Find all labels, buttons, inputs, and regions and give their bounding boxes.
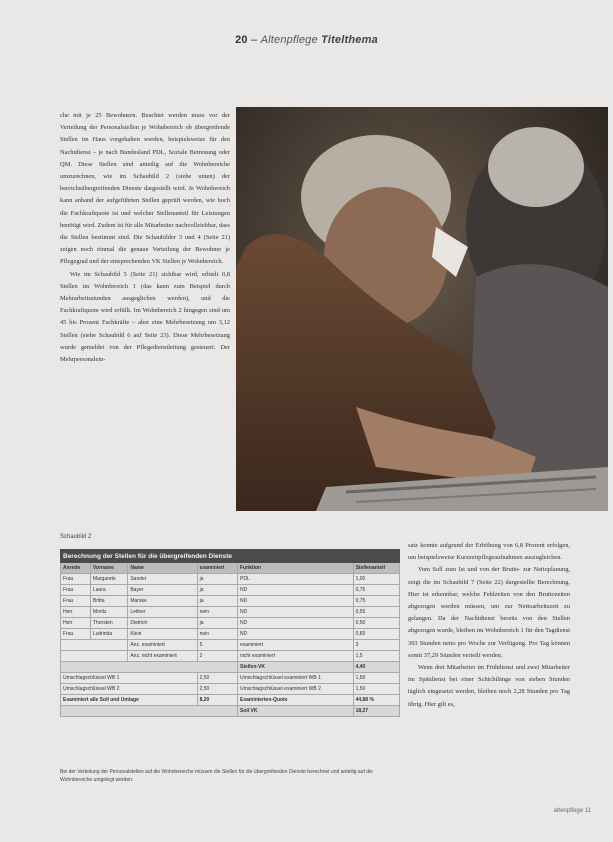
- photo-illustration: [236, 107, 608, 511]
- table-cell: Herr: [61, 618, 91, 629]
- table-cell: ja: [197, 596, 237, 607]
- umschlag-exam-label: Umschlagschlüssel examiniert WB 1: [237, 673, 353, 684]
- column-header: Funktion: [237, 563, 353, 574]
- table-cell: ND: [237, 618, 353, 629]
- table-row: [61, 607, 400, 618]
- table-cell: ND: [237, 629, 353, 640]
- summary-label: Anz. examiniert: [128, 640, 197, 651]
- table-cell: ND: [237, 585, 353, 596]
- left-paragraph-2: Wie im Schaubild 5 (Seite 21) sichtbar wird, erhielt 0,8 Stellen im Wohnbereich 1 (das kann zum Beispiel durch Mehrarbeitsstunden ausgeglichen werden), und die Fachkraftquote wird erfüllt. Im Wohnbereich 2 hingegen sind um 45 bis Prozent Fachkräfte – aber eine Mehrbesetzung um 3,12 Stellen (siehe Schaubild 6 auf Seite 23). Diese Mehrbesetzung wurde gemeldet von der Pflegedienstleitung gesteuert. Der Mehrpersonalein-: [60, 270, 230, 364]
- right-text-column: [408, 540, 570, 711]
- umschlag-row: [61, 684, 400, 695]
- stellen-vk-row: [61, 662, 400, 673]
- table-row: [61, 596, 400, 607]
- umschlag-exam-label: Umschlagschlüssel examiniert WB 2: [237, 684, 353, 695]
- table-cell: 0,75: [353, 596, 399, 607]
- exam-label: Examiniert alle Soll und Umlage: [61, 695, 198, 706]
- table-cell: 0,55: [353, 607, 399, 618]
- right-paragraph-3: Wenn drei Mitarbeiter im Frühdienst und zwei Mitarbeiter im Spätdienst bei einer Schichtlänge von sieben Stunden täglich eingesetzt werden, bleiben noch 2,28 Stunden pro Tag übrig. Hier gilt es,: [408, 664, 570, 708]
- left-text-column: [60, 110, 230, 366]
- stellen-vk-value: 4,40: [353, 662, 399, 673]
- column-header: Stellenanteil: [353, 563, 399, 574]
- empty-cell: [61, 706, 238, 717]
- table-cell: 0,83: [353, 629, 399, 640]
- right-paragraph-1: satz konnte aufgrund der Erhöhung von 6,8 Prozent erfolgen, um beispielsweise Kurzzeitpflegeaufnahmen auszugleichen.: [408, 542, 570, 562]
- table-cell: Bayer: [128, 585, 197, 596]
- table-cell: ja: [197, 585, 237, 596]
- umschlag-value: 2,50: [197, 684, 237, 695]
- table-cell: nein: [197, 607, 237, 618]
- stellen-vk-label: Stellen-VK: [237, 662, 353, 673]
- header-section: Altenpflege: [260, 34, 318, 46]
- table-cell: PDL: [237, 574, 353, 585]
- summary-label: examiniert: [237, 640, 353, 651]
- empty-cell: [61, 651, 128, 662]
- summary-value: 2: [197, 651, 237, 662]
- table-cell: Luitrinda: [90, 629, 127, 640]
- page-number: 20: [235, 34, 248, 46]
- table-cell: Britta: [90, 596, 127, 607]
- quote-label: Examinierten-Quote: [237, 695, 353, 706]
- summary-label: Anz. nicht examiniert: [128, 651, 197, 662]
- soll-row: [61, 706, 400, 717]
- photo-elderly-people: [236, 107, 608, 511]
- table-cell: Margarete: [90, 574, 127, 585]
- table-cell: Frau: [61, 574, 91, 585]
- summary-value: 3: [353, 640, 399, 651]
- table-cell: Dietrich: [128, 618, 197, 629]
- umschlag-value: 2,50: [197, 673, 237, 684]
- table-row: [61, 629, 400, 640]
- empty-cell: [61, 640, 128, 651]
- header-topic: Titelthema: [321, 34, 378, 46]
- table-cell: Sander: [128, 574, 197, 585]
- soll-label: Soll VK: [237, 706, 353, 717]
- table-cell: 1,00: [353, 574, 399, 585]
- table-cell: Leitner: [128, 607, 197, 618]
- table-cell: Frau: [61, 596, 91, 607]
- table-row: [61, 574, 400, 585]
- column-header: Vorname: [90, 563, 127, 574]
- table-cell: Moritz: [90, 607, 127, 618]
- table-cell: Herr: [61, 607, 91, 618]
- table-cell: 0,75: [353, 585, 399, 596]
- table-cell: nein: [197, 629, 237, 640]
- page-footer: altenpflege 11: [553, 808, 591, 814]
- table-row: [61, 618, 400, 629]
- table-title: Berechnung der Stellen für die übergreifenden Dienste: [61, 550, 400, 563]
- figure-note: Bei der Verteilung der Personalstellen auf die Wohnbereiche müssen die Stellen für die übergreifenden Dienste berechnet und anteilig auf die Wohnbereiche umgelegt werden.: [60, 769, 373, 783]
- summary-value: 5: [197, 640, 237, 651]
- column-header: examiniert: [197, 563, 237, 574]
- table-cell: ND: [237, 596, 353, 607]
- umschlag-label: Umschlagschlüssel WB 1: [61, 673, 198, 684]
- quote-row: [61, 695, 400, 706]
- table-cell: ja: [197, 618, 237, 629]
- column-header: Name: [128, 563, 197, 574]
- summary-label: nicht examiniert: [237, 651, 353, 662]
- staff-calculation-table: [60, 549, 400, 717]
- table-cell: Frau: [61, 585, 91, 596]
- empty-cell: [61, 662, 238, 673]
- table-cell: Marske: [128, 596, 197, 607]
- table-header-row: [61, 563, 400, 574]
- summary-row: [61, 651, 400, 662]
- soll-value: 18,27: [353, 706, 399, 717]
- table-cell: Klein: [128, 629, 197, 640]
- exam-value: 8,20: [197, 695, 237, 706]
- umschlag-row: [61, 673, 400, 684]
- right-paragraph-2: Vom Soll zum Ist und von der Brutto- zur Nettoplanung, zeigt die im Schaubild 7 (Seite 22) dargestellte Berechnung. Hier ist erkennbar, welche Fehlzeiten von den Bruttozeiten abgezogen werden müssen, um zur Nettoarbeitszeit zu gelangen. Da der Nachtdienst bereits von den Stellen abgezogen wurde, bleiben im Wohnbereich 1 für den Tagdienst 303 Stunden netto pro Woche zur Verfügung. Pro Tag können somit 37,29 Stunden verteilt werden.: [408, 566, 570, 659]
- page-header: [0, 34, 613, 46]
- left-paragraph-1: che mit je 25 Bewohnern. Beachtet werden muss vor der Verteilung der Personalstellen je Wohnbereich ob übergreifende Stellen im Haus vorgehalten werden, beispielsweise für den Nachtdienst – je nach Bundesland PDL, Soziale Betreuung oder QM. Diese Stellen sind anteilig auf die Wohnbereiche umzurechnen, wie im Schaubild 2 (siehe unten) der bereichsübergreifenden Dienste dargestellt wird. Je Wohnbereich kann anhand der aufgeführten Stellen geprüft werden, wie hoch die Fachkraftquote ist und welcher Stellenanteil für Leistungen benötigt wird. Zudem ist für alle Mitarbeiter nachvollziehbar, dass die Stellen bestimmt sind. Die Schaubilder 3 und 4 (Seite 21) zeigen noch einmal die genaue Verteilung der Bewohner je Pflegegrad und der entsprechenden VK Stellen je Wohnbereich.: [60, 112, 230, 266]
- umschlag-exam-value: 1,50: [353, 673, 399, 684]
- table-cell: ja: [197, 574, 237, 585]
- column-header: Anrede: [61, 563, 91, 574]
- header-separator: –: [250, 34, 258, 46]
- umschlag-label: Umschlagschlüssel WB 2: [61, 684, 198, 695]
- summary-row: [61, 640, 400, 651]
- umschlag-exam-value: 1,50: [353, 684, 399, 695]
- table-cell: Frau: [61, 629, 91, 640]
- quote-value: 44,88 %: [353, 695, 399, 706]
- table-row: [61, 585, 400, 596]
- table-cell: Thorsten: [90, 618, 127, 629]
- table-cell: 0,50: [353, 618, 399, 629]
- figure-label: Schaubild 2: [60, 534, 92, 540]
- summary-value: 1,5: [353, 651, 399, 662]
- table-cell: ND: [237, 607, 353, 618]
- table-cell: Laura: [90, 585, 127, 596]
